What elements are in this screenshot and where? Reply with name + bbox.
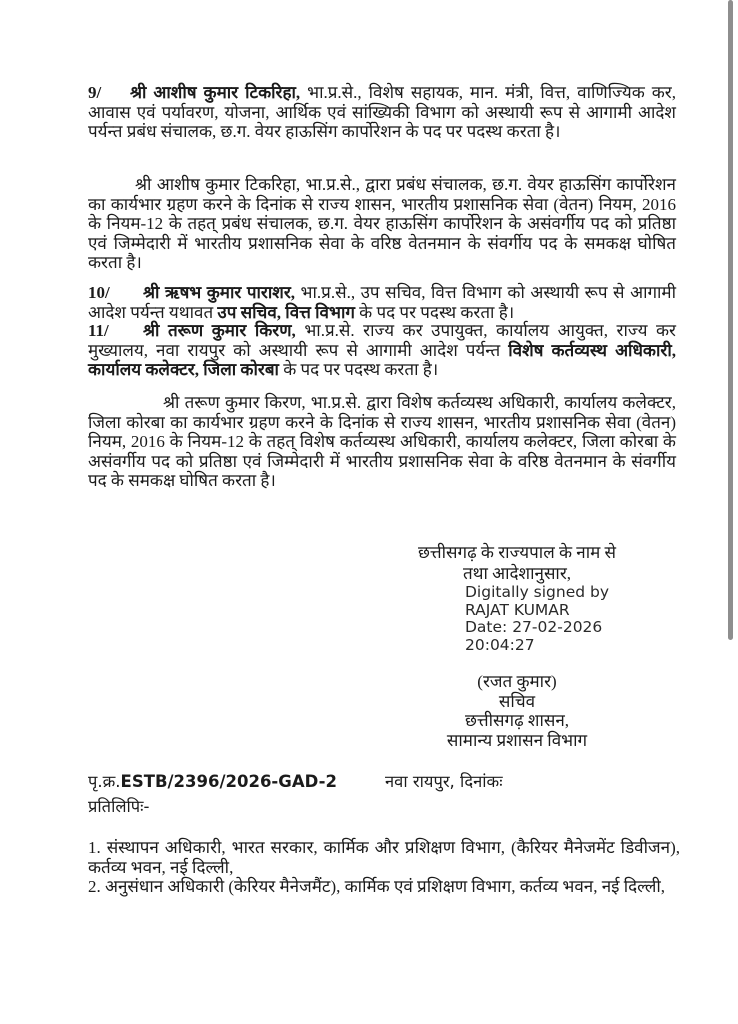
digital-signature-date: Date: 27-02-2026 [465, 618, 603, 636]
order-item-9 [88, 83, 676, 142]
equivalence-para-tarun-text: श्री तरूण कुमार किरण, भा.प्र.से. द्वारा विशेष कर्तव्यस्थ अधिकारी, कार्यालय कलेक्टर, जिला कोरबा का कार्यभार ग्रहण करने के दिनांक से राज्य शासन, भारतीय प्रशासनिक सेवा (वेतन) नियम, 2016 के नियम-12 के तहत् विशेष कर्तव्यस्थ अधिकारी, कार्यालय कलेक्टर, जिला कोरबा के असंवर्गीय पद को प्रतिष्ठा एवं जिम्मेदारी में भारतीय प्रशासनिक सेवा के वरिष्ठ वेतनमान के संवर्गीय पद के समकक्ष घोषित करता है। [88, 393, 676, 490]
post-name-up-sachiv: उप सचिव, वित्त विभाग [217, 302, 355, 322]
place-and-date: नवा रायपुर, दिनांकः [385, 772, 503, 791]
officer-name-ashish: श्री आशीष कुमार टिकरिहा, [130, 83, 301, 102]
order-item-10 [88, 283, 676, 322]
copy-to-item-1: 1. संस्थापन अधिकारी, भारत सरकार, कार्मिक और प्रशिक्षण विभाग, (कैरियर मैनेजमेंट डिवीजन), कर्तव्य भवन, नई दिल्ली, [88, 838, 680, 877]
signoff-line-1: छत्तीसगढ़ के राज्यपाल के नाम से [417, 543, 617, 562]
order-item-11-text: भा.प्र.से. राज्य कर उपायुक्त, कार्यालय आयुक्त, राज्य कर मुख्यालय, नवा रायपुर को अस्थायी रूप से आगामी आदेश पर्यन्त [88, 321, 676, 360]
officer-name-tarun: श्री तरूण कुमार किरण, [143, 321, 296, 340]
officer-name-rishabh: श्री ऋषभ कुमार पाराशर, [143, 283, 296, 302]
digital-signature-name: RAJAT KUMAR [465, 600, 570, 619]
signatory-block [356, 672, 678, 750]
copy-to-item-2: 2. अनुसंधान अधिकारी (केरियर मैनेजमैंट), कार्मिक एवं प्रशिक्षण विभाग, कर्तव्य भवन, नई दिल्ली, [88, 877, 666, 896]
order-number-11: 11/ [88, 321, 109, 340]
order-number-9: 9/ [88, 83, 102, 102]
order-item-11 [88, 321, 676, 380]
order-item-11-end: के पद पर पदस्थ करता है। [278, 360, 439, 379]
reference-prefix: पृ.क्र. [88, 772, 121, 791]
digital-signature-line-1: Digitally signed by [465, 583, 610, 601]
equivalence-para-tarun [88, 393, 676, 491]
digital-signature-time: 20:04:27 [465, 635, 535, 654]
reference-number [88, 772, 385, 792]
reference-line [88, 772, 676, 792]
digital-signature-stamp [465, 584, 685, 654]
signatory-name: (रजत कुमार) [477, 672, 557, 691]
order-number-10: 10/ [88, 283, 110, 302]
copy-to-heading: प्रतिलिपिः- [88, 797, 150, 816]
signatory-govt: छत्तीसगढ़ शासन, [464, 711, 570, 730]
copy-to-list [88, 838, 680, 897]
order-item-10-text: भा.प्र.से., उप सचिव, वित्त विभाग को अस्थायी रूप से आगामी आदेश पर्यन्त यथावत [88, 283, 676, 322]
equivalence-para-ashish [88, 175, 676, 273]
equivalence-para-ashish-text: श्री आशीष कुमार टिकरिहा, भा.प्र.से., द्वारा प्रबंध संचालक, छ.ग. वेयर हाऊसिंग कार्पोरेशन का कार्यभार ग्रहण करने के दिनांक से राज्य शासन, भारतीय प्रशासनिक सेवा (वेतन) नियम, 2016 के नियम-12 के तहत् प्रबंध संचालक, छ.ग. वेयर हाऊसिंग कार्पोरेशन के असंवर्गीय पद को प्रतिष्ठा एवं जिम्मेदारी में भारतीय प्रशासनिक सेवा के वरिष्ठ वेतनमान के संवर्गीय पद के समकक्ष घोषित करता है। [88, 175, 676, 272]
post-name-osd-korba: विशेष कर्तव्यस्थ अधिकारी, कार्यालय कलेक्टर, जिला कोरबा [88, 340, 676, 379]
order-item-9-text: भा.प्र.से., विशेष सहायक, मान. मंत्री, वित्त, वाणिज्यिक कर, आवास एवं पर्यावरण, योजना, आर्थिक एवं सांख्यिकी विभाग को अस्थायी रूप से आगामी आदेश पर्यन्त प्रबंध संचालक, छ.ग. वेयर हाऊसिंग कार्पोरेशन के पद पर पदस्थ करता है। [88, 83, 676, 141]
order-item-10-end: के पद पर पदस्थ करता है। [354, 302, 515, 322]
scrollbar-thumb[interactable] [728, 0, 733, 640]
reference-number-value: ESTB/2396/2026-GAD-2 [120, 772, 337, 791]
signoff-line-2: तथा आदेशानुसार, [462, 564, 572, 583]
signoff-block [356, 542, 678, 584]
signatory-dept: सामान्य प्रशासन विभाग [446, 730, 588, 750]
signatory-title: सचिव [498, 691, 536, 711]
